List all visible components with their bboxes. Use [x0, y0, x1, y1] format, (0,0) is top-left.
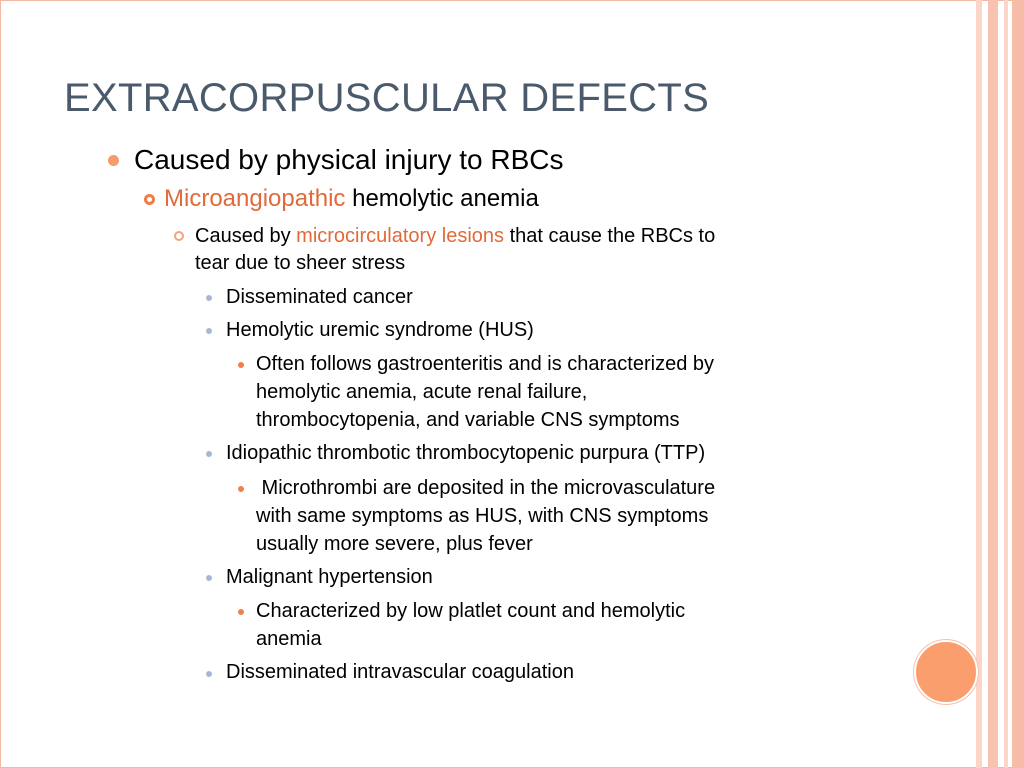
list-item-level5: Often follows gastroenteritis and is characterized by hemolytic anemia, acute renal failure, thrombocytopenia, and variable CNS symptoms — [256, 353, 714, 431]
list-item-level5: Characterized by low platlet count and hemolytic anemia — [256, 600, 686, 650]
slide-title: EXTRACORPUSCULAR DEFECTS — [64, 76, 710, 120]
bullet-icon — [238, 609, 244, 615]
list-item-level4: Hemolytic uremic syndrome (HUS) — [226, 319, 534, 341]
bullet-icon — [238, 362, 244, 368]
list-item-level4: Disseminated cancer — [226, 286, 413, 308]
stripe — [1012, 0, 1024, 768]
bullet-icon — [206, 328, 212, 334]
list-item-level4: Disseminated intravascular coagulation — [226, 661, 574, 683]
list-item-level4: Idiopathic thrombotic thrombocytopenic purpura (TTP) — [226, 442, 706, 464]
bullet-icon — [108, 155, 119, 166]
bullet-icon — [206, 295, 212, 301]
decorative-circle — [914, 640, 978, 704]
list-item-level3-cont: tear due to sheer stress — [195, 252, 406, 274]
bullet-icon — [206, 575, 212, 581]
bullet-icon — [238, 486, 244, 492]
bullet-icon — [206, 671, 212, 677]
decorative-stripes — [976, 0, 1024, 768]
stripe — [976, 0, 982, 768]
list-item-level5: Microthrombi are deposited in the microvasculature with same symptoms as HUS, with CNS symptoms usually more severe, plus fever — [256, 477, 716, 555]
ring-bullet-icon — [174, 231, 184, 241]
list-item-level4: Malignant hypertension — [226, 566, 433, 588]
bullet-icon — [206, 451, 212, 457]
list-item-level1: Caused by physical injury to RBCs — [134, 144, 564, 175]
stripe — [988, 0, 998, 768]
list-item-level3: Caused by microcirculatory lesions that cause the RBCs to — [195, 225, 716, 247]
stripe — [1004, 0, 1008, 768]
ring-bullet-icon — [144, 194, 155, 205]
list-item-level2: Microangiopathic hemolytic anemia — [164, 185, 539, 212]
